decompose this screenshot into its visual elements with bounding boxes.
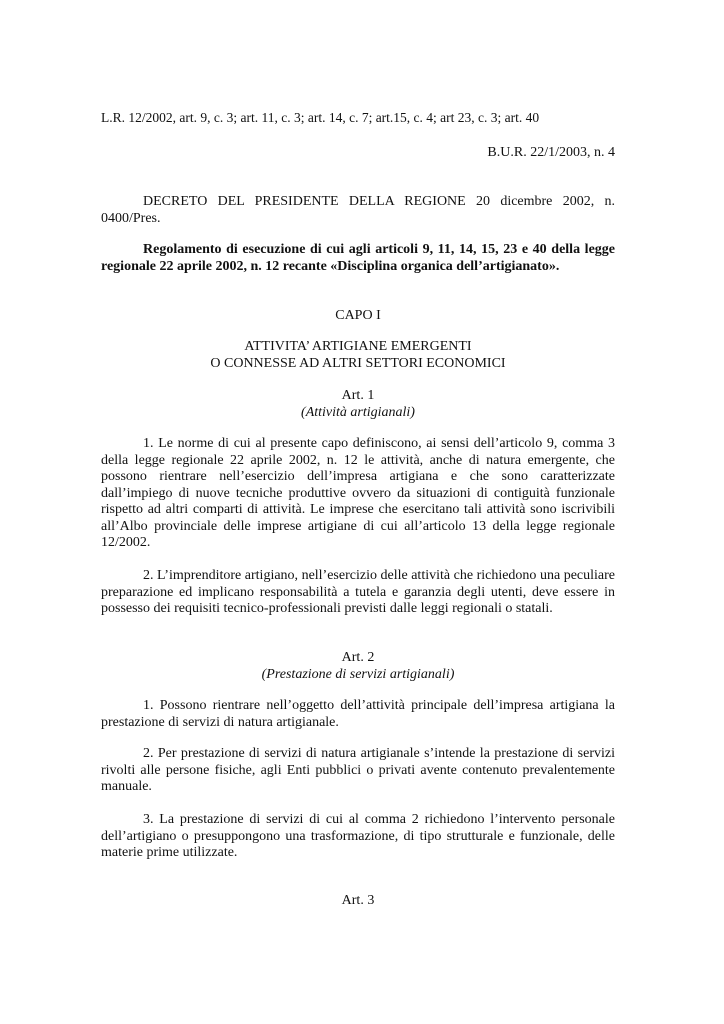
article-1-paragraph-1: 1. Le norme di cui al presente capo definiscono, ai sensi dell’articolo 9, comma 3 della legge regionale 22 aprile 2002, n. 12 le attività, anche di natura emergente, che possono rientrare nell’esercizio dell’impresa artigiana e che sono caratterizzate dall’impiego di nuove tecniche produttive ovvero da situazioni di contiguità funzionale rispetto ad altri comparti di attività. Le imprese che esercitano tali attività sono iscrivibili all’Albo provinciale delle imprese artigiane di cui all’articolo 13 della legge regionale 12/2002. bbox=[101, 436, 615, 550]
decree-subject: Regolamento di esecuzione di cui agli articoli 9, 11, 14, 15, 23 e 40 della legge regionale 22 aprile 2002, n. 12 recante «Disciplina organica dell’artigianato». bbox=[101, 242, 615, 274]
chapter-label: CAPO I bbox=[335, 308, 381, 323]
document-page bbox=[101, 0, 615, 1024]
article-1-number: Art. 1 bbox=[341, 388, 375, 403]
article-3-number: Art. 3 bbox=[341, 893, 375, 908]
chapter-title bbox=[101, 339, 615, 372]
article-1-paragraph-2: 2. L’imprenditore artigiano, nell’esercizio delle attività che richiedono una peculiare preparazione ed implicano responsabilità a tutela e garanzia degli utenti, deve essere in possesso dei requisiti tecnico-professionali previsti dalle leggi regionali o statali. bbox=[101, 568, 615, 616]
article-2-paragraph-1: 1. Possono rientrare nell’oggetto dell’attività principale dell’impresa artigiana la prestazione di servizi di natura artigianale. bbox=[101, 698, 615, 730]
article-2-heading: (Prestazione di servizi artigianali) bbox=[261, 666, 455, 682]
article-2-paragraph-3: 3. La prestazione di servizi di cui al comma 2 richiedono l’intervento personale dell’artigiano o presuppongono una trasformazione, di tipo strutturale e funzionale, delle materie prime utilizzate. bbox=[101, 812, 615, 860]
article-2-number: Art. 2 bbox=[341, 650, 375, 665]
article-1-heading: (Attività artigianali) bbox=[301, 404, 415, 420]
decree-title: DECRETO DEL PRESIDENTE DELLA REGIONE 20 dicembre 2002, n. 0400/Pres. bbox=[101, 194, 615, 226]
law-references: L.R. 12/2002, art. 9, c. 3; art. 11, c. 3; art. 14, c. 7; art.15, c. 4; art 23, c. 3; art. 40 bbox=[101, 110, 540, 125]
article-2-header bbox=[101, 650, 615, 683]
bur-reference: B.U.R. 22/1/2003, n. 4 bbox=[487, 145, 615, 160]
chapter-title-line-1: ATTIVITA’ ARTIGIANE EMERGENTI bbox=[244, 339, 472, 354]
chapter-title-line-2: O CONNESSE AD ALTRI SETTORI ECONOMICI bbox=[210, 355, 506, 371]
article-1-header bbox=[101, 388, 615, 421]
article-2-paragraph-2: 2. Per prestazione di servizi di natura artigianale s’intende la prestazione di servizi rivolti alle persone fisiche, agli Enti pubblici o privati avente contenuto prevalentemente manuale. bbox=[101, 746, 615, 794]
